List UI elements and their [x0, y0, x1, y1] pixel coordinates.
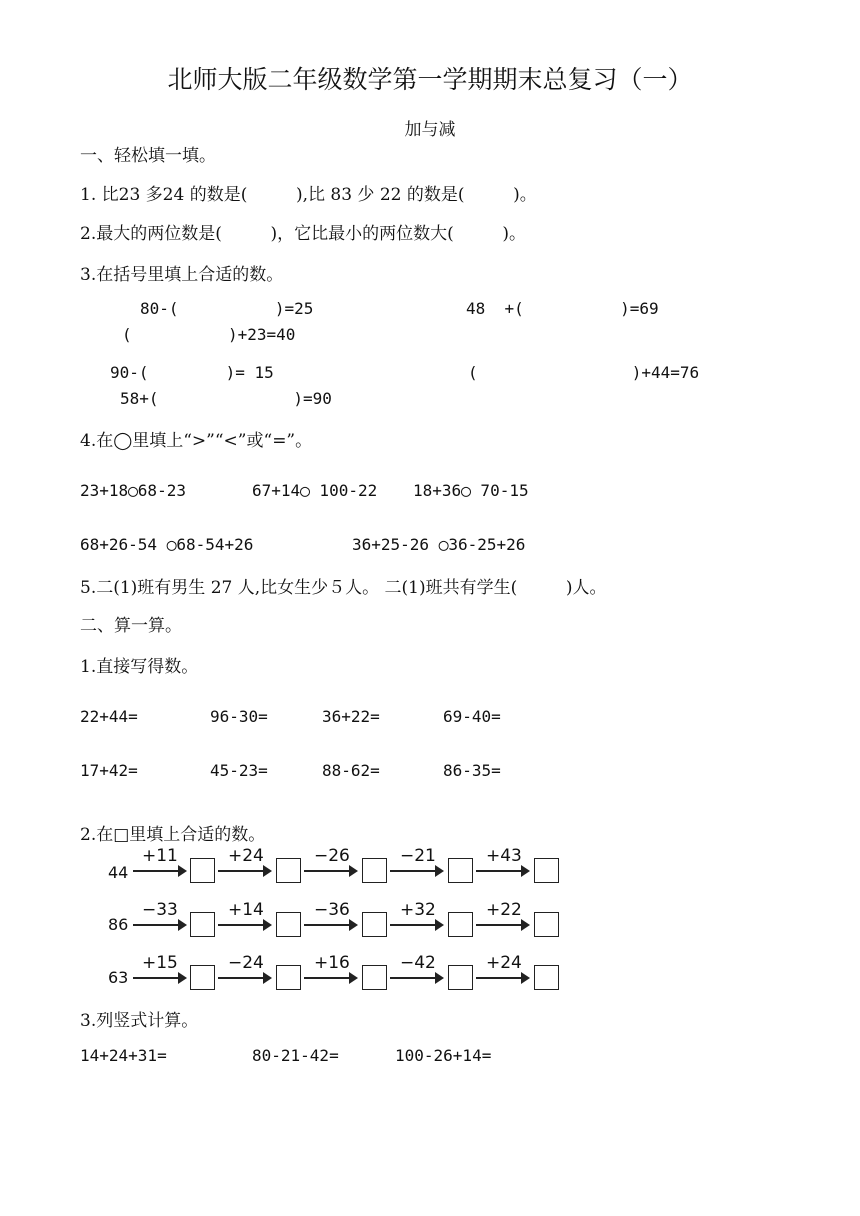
answer-box[interactable]: [190, 858, 215, 883]
mental-math-item: 86-35=: [443, 761, 501, 780]
mental-math-item: 96-30=: [210, 707, 268, 726]
question-2-2-label: 2.在□里填上合适的数。: [80, 825, 266, 845]
arrow-icon: [218, 870, 270, 872]
arrow-icon: [476, 924, 528, 926]
answer-box[interactable]: [276, 965, 301, 990]
answer-box[interactable]: [448, 858, 473, 883]
equation: ( )+44=76: [468, 363, 700, 382]
section2-heading: 二、算一算。: [80, 616, 182, 636]
comparison: 18+36◯ 70-15: [413, 481, 529, 500]
vertical-calc-item: 80-21-42=: [252, 1046, 339, 1065]
chain-operation: −33: [142, 900, 178, 920]
equation: 90-( )= 15: [110, 363, 274, 382]
mental-math-item: 45-23=: [210, 761, 268, 780]
arrow-icon: [390, 977, 442, 979]
question-2-1-label: 1.直接写得数。: [80, 657, 199, 677]
comparison: 67+14◯ 100-22: [252, 481, 378, 500]
equation: 80-( )=25: [140, 299, 314, 318]
mental-math-item: 17+42=: [80, 761, 138, 780]
question-1-4-label: 4.在◯里填上“>”“<”或“=”。: [80, 431, 313, 451]
answer-box[interactable]: [362, 965, 387, 990]
chain-operation: −26: [314, 846, 350, 866]
answer-box[interactable]: [190, 965, 215, 990]
answer-box[interactable]: [362, 912, 387, 937]
question-2-3-label: 3.列竖式计算。: [80, 1011, 199, 1031]
chain-operation: +11: [142, 846, 178, 866]
chain-operation: −24: [228, 953, 264, 973]
vertical-calc-item: 14+24+31=: [80, 1046, 167, 1065]
chain-start-number: 86: [108, 915, 129, 934]
chain-operation: +24: [228, 846, 264, 866]
chain-start-number: 44: [108, 863, 129, 882]
answer-box[interactable]: [534, 858, 559, 883]
chain-operation: +15: [142, 953, 178, 973]
arrow-icon: [218, 977, 270, 979]
chain-operation: +22: [486, 900, 522, 920]
answer-box[interactable]: [534, 912, 559, 937]
mental-math-item: 22+44=: [80, 707, 138, 726]
question-1-1: 1. 比23 多24 的数是( ),比 83 少 22 的数是( )。: [80, 185, 537, 205]
arrow-icon: [133, 870, 185, 872]
mental-math-item: 36+22=: [322, 707, 380, 726]
section1-heading: 一、轻松填一填。: [80, 146, 216, 166]
vertical-calc-item: 100-26+14=: [395, 1046, 492, 1065]
chain-operation: +16: [314, 953, 350, 973]
question-1-3-label: 3.在括号里填上合适的数。: [80, 265, 284, 285]
comparison: 68+26-54 ◯68-54+26: [80, 535, 254, 554]
page-subtitle: 加与减: [404, 120, 456, 140]
arrow-icon: [304, 924, 356, 926]
chain-start-number: 63: [108, 968, 129, 987]
answer-box[interactable]: [276, 858, 301, 883]
arrow-icon: [133, 977, 185, 979]
chain-operation: +14: [228, 900, 264, 920]
arrow-icon: [390, 870, 442, 872]
arrow-icon: [476, 870, 528, 872]
chain-operation: +32: [400, 900, 436, 920]
comparison: 23+18◯68-23: [80, 481, 186, 500]
equation: 48 +( )=69: [466, 299, 659, 318]
page-title: 北师大版二年级数学第一学期期末总复习（一）: [167, 65, 693, 94]
arrow-icon: [390, 924, 442, 926]
arrow-icon: [218, 924, 270, 926]
comparison: 36+25-26 ◯36-25+26: [352, 535, 526, 554]
chain-operation: −36: [314, 900, 350, 920]
chain-operation: −21: [400, 846, 436, 866]
arrow-icon: [133, 924, 185, 926]
chain-operation: −42: [400, 953, 436, 973]
equation: 58+( )=90: [120, 389, 332, 408]
chain-operation: +43: [486, 846, 522, 866]
arrow-icon: [476, 977, 528, 979]
answer-box[interactable]: [448, 912, 473, 937]
answer-box[interactable]: [362, 858, 387, 883]
answer-box[interactable]: [276, 912, 301, 937]
equation: ( )+23=40: [122, 325, 296, 344]
answer-box[interactable]: [534, 965, 559, 990]
question-1-5: 5.二(1)班有男生 27 人,比女生少５人。 二(1)班共有学生( )人。: [80, 578, 607, 598]
arrow-icon: [304, 870, 356, 872]
answer-box[interactable]: [448, 965, 473, 990]
answer-box[interactable]: [190, 912, 215, 937]
question-1-2: 2.最大的两位数是( )，它比最小的两位数大( )。: [80, 224, 527, 244]
arrow-icon: [304, 977, 356, 979]
mental-math-item: 88-62=: [322, 761, 380, 780]
mental-math-item: 69-40=: [443, 707, 501, 726]
chain-operation: +24: [486, 953, 522, 973]
